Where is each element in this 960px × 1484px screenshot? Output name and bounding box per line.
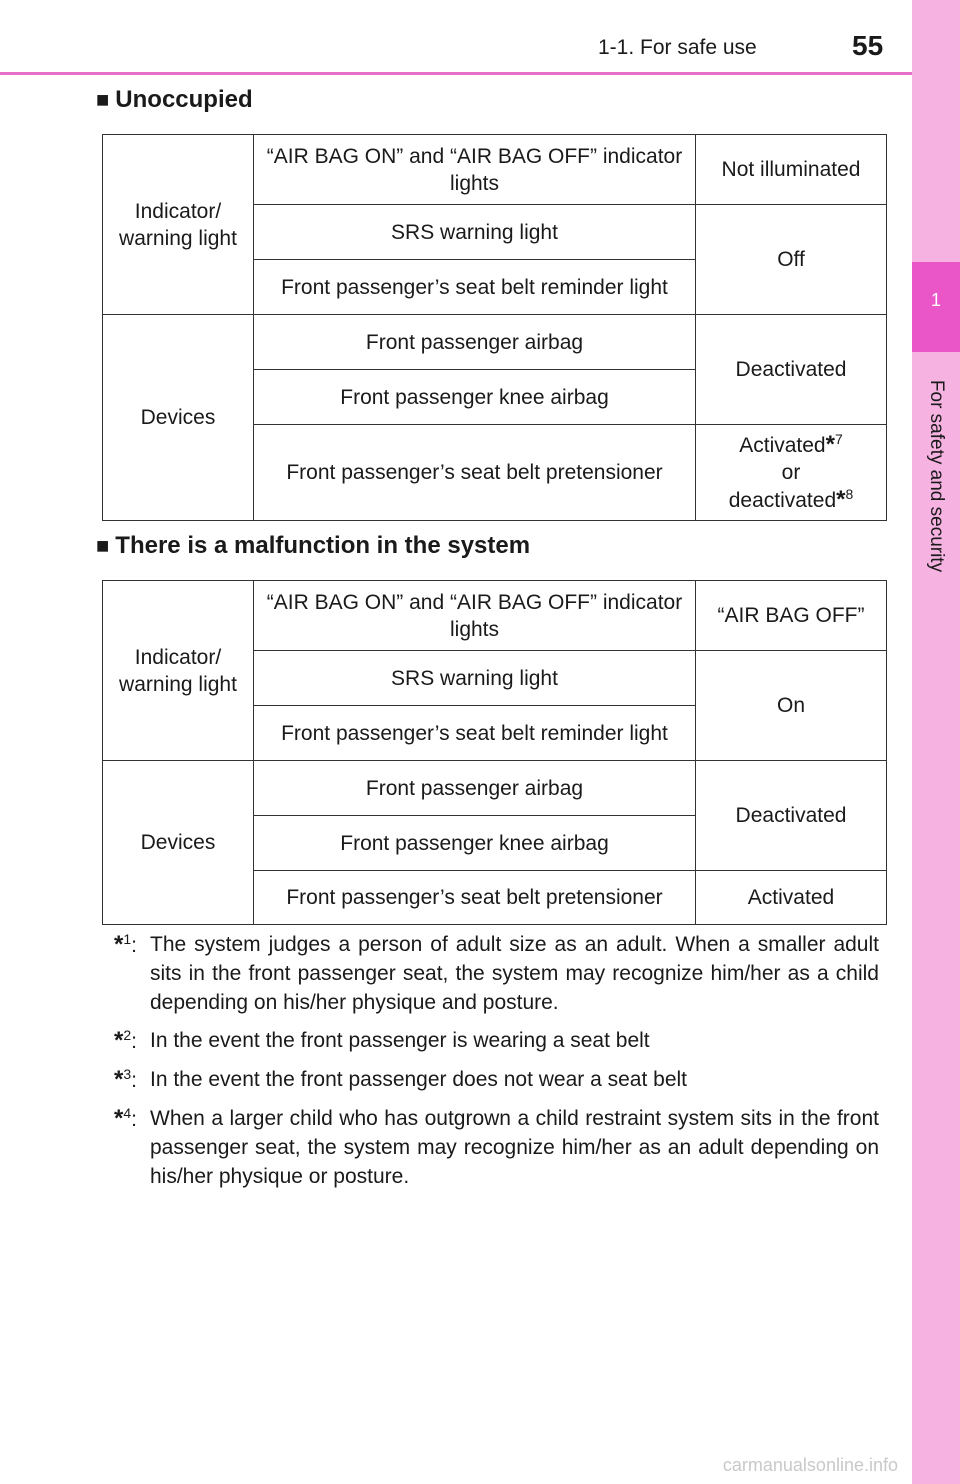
- table-cell: Front passenger knee airbag: [254, 816, 696, 871]
- page-number: 55: [852, 30, 884, 61]
- row-group-devices: Devices: [103, 761, 254, 925]
- table-cell: Front passenger’s seat belt pretensioner: [254, 425, 696, 521]
- table-cell: “AIR BAG ON” and “AIR BAG OFF” indicator lights: [254, 581, 696, 651]
- table-cell: Front passenger’s seat belt pretensioner: [254, 871, 696, 925]
- table-cell: Front passenger airbag: [254, 761, 696, 816]
- row-group-indicator: Indicator/ warning light: [103, 581, 254, 761]
- status-table-unoccupied: [102, 134, 887, 521]
- table-cell: Deactivated: [696, 315, 887, 425]
- table-cell: Deactivated: [696, 761, 887, 871]
- footnote-item: *$^2$: In the event the front passenger is wearing a seat belt: [114, 1027, 650, 1054]
- table-cell: Front passenger knee airbag: [254, 370, 696, 425]
- running-header-section: 1-1. For safe use: [598, 36, 757, 59]
- table-cell: SRS warning light: [254, 651, 696, 706]
- footnote-item: *$^1$: The system judges a person of adult size as an adult. When a smaller adult sits in the front passenger seat, the system may recognize him/her as a child depending on his/her physique and posture.: [114, 931, 879, 1014]
- footnotes: [114, 930, 879, 1200]
- heading-square-icon: ■: [96, 87, 110, 112]
- table-cell: Not illuminated: [696, 135, 887, 205]
- chapter-side-tab: [912, 0, 960, 1484]
- table-cell-multi: Activated*$^7$ or deactivated*$^8$: [696, 425, 887, 521]
- footnote-item: *$^4$: When a larger child who has outgrown a child restraint system sits in the front passenger seat, the system may recognize him/her as an adult depending on his/her physique or posture.: [114, 1105, 879, 1188]
- table-cell: SRS warning light: [254, 205, 696, 260]
- watermark: carmanualsonline.info: [722, 1455, 898, 1475]
- section-heading-unoccupied: ■ Unoccupied: [96, 86, 253, 113]
- header-divider: [0, 72, 912, 75]
- chapter-title: For safety and security: [926, 379, 947, 573]
- footnote-item: *$^3$: In the event the front passenger does not wear a seat belt: [114, 1066, 688, 1093]
- table-cell: Activated: [696, 871, 887, 925]
- status-table-malfunction: [102, 580, 887, 925]
- section-heading-malfunction: ■ There is a malfunction in the system: [96, 532, 531, 559]
- table-cell: “AIR BAG OFF”: [696, 581, 887, 651]
- table-cell: Front passenger airbag: [254, 315, 696, 370]
- chapter-number: 1: [930, 290, 941, 310]
- table-cell: Front passenger’s seat belt reminder light: [254, 706, 696, 761]
- table-cell: Front passenger’s seat belt reminder light: [254, 260, 696, 315]
- row-group-indicator: Indicator/ warning light: [103, 135, 254, 315]
- heading-square-icon: ■: [96, 533, 110, 558]
- table-cell: “AIR BAG ON” and “AIR BAG OFF” indicator lights: [254, 135, 696, 205]
- table-cell: Off: [696, 205, 887, 315]
- table-cell: On: [696, 651, 887, 761]
- row-group-devices: Devices: [103, 315, 254, 521]
